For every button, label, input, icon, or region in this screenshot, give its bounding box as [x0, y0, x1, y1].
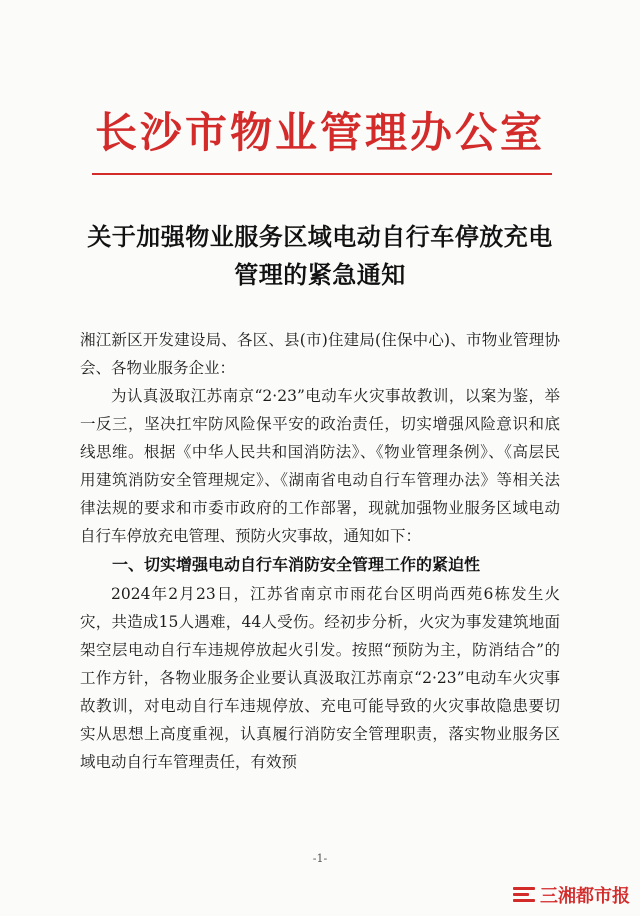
document-title	[0, 218, 640, 294]
intro-paragraph: 为认真汲取江苏南京“2·23”电动车火灾事故教训，以案为鉴，举一反三，坚决扛牢防风险保平安的政治责任，切实增强风险意识和底线思维。根据《中华人民共和国消防法》、《物业管理条例》、《高层民用建筑消防安全管理规定》、《湖南省电动自行车管理办法》等相关法律法规的要求和市委市政府的工作部署，现就加强物业服务区域电动自行车停放充电管理、预防火灾事故，通知如下：	[80, 387, 560, 545]
addressee-paragraph: 湘江新区开发建设局、各区、县(市)住建局(住保中心)、市物业管理协会、各物业服务企业：	[80, 331, 560, 377]
page-number: -1-	[312, 852, 328, 865]
section-1-heading: 一、切实增强电动自行车消防安全管理工作的紧迫性	[112, 555, 481, 574]
stripes-logo-icon	[511, 884, 537, 906]
issuing-organization-header: 长沙市物业管理办公室	[94, 108, 545, 157]
newspaper-watermark	[511, 882, 630, 908]
document-body	[80, 326, 560, 776]
document-title-line-1: 关于加强物业服务区域电动自行车停放充电	[87, 222, 553, 251]
document-title-line-2: 管理的紧急通知	[234, 260, 406, 289]
red-divider-line	[92, 173, 552, 175]
section-1-paragraph: 2024年2月23日，江苏省南京市雨花台区明尚西苑6栋发生火灾，共造成15人遇难，44人受伤。经初步分析，火灾为事发建筑地面架空层电动自行车违规停放起火引发。按照“预防为主，防消结合”的工作方针，各物业服务企业要认真汲取江苏南京“2·23”电动车火灾事故教训，对电动自行车违规停放、充电可能导致的火灾事故隐患要切实从思想上高度重视，认真履行消防安全管理职责，落实物业服务区域电动自行车管理责任，有效预	[80, 585, 560, 771]
watermark-text: 三湘都市报	[540, 886, 630, 907]
